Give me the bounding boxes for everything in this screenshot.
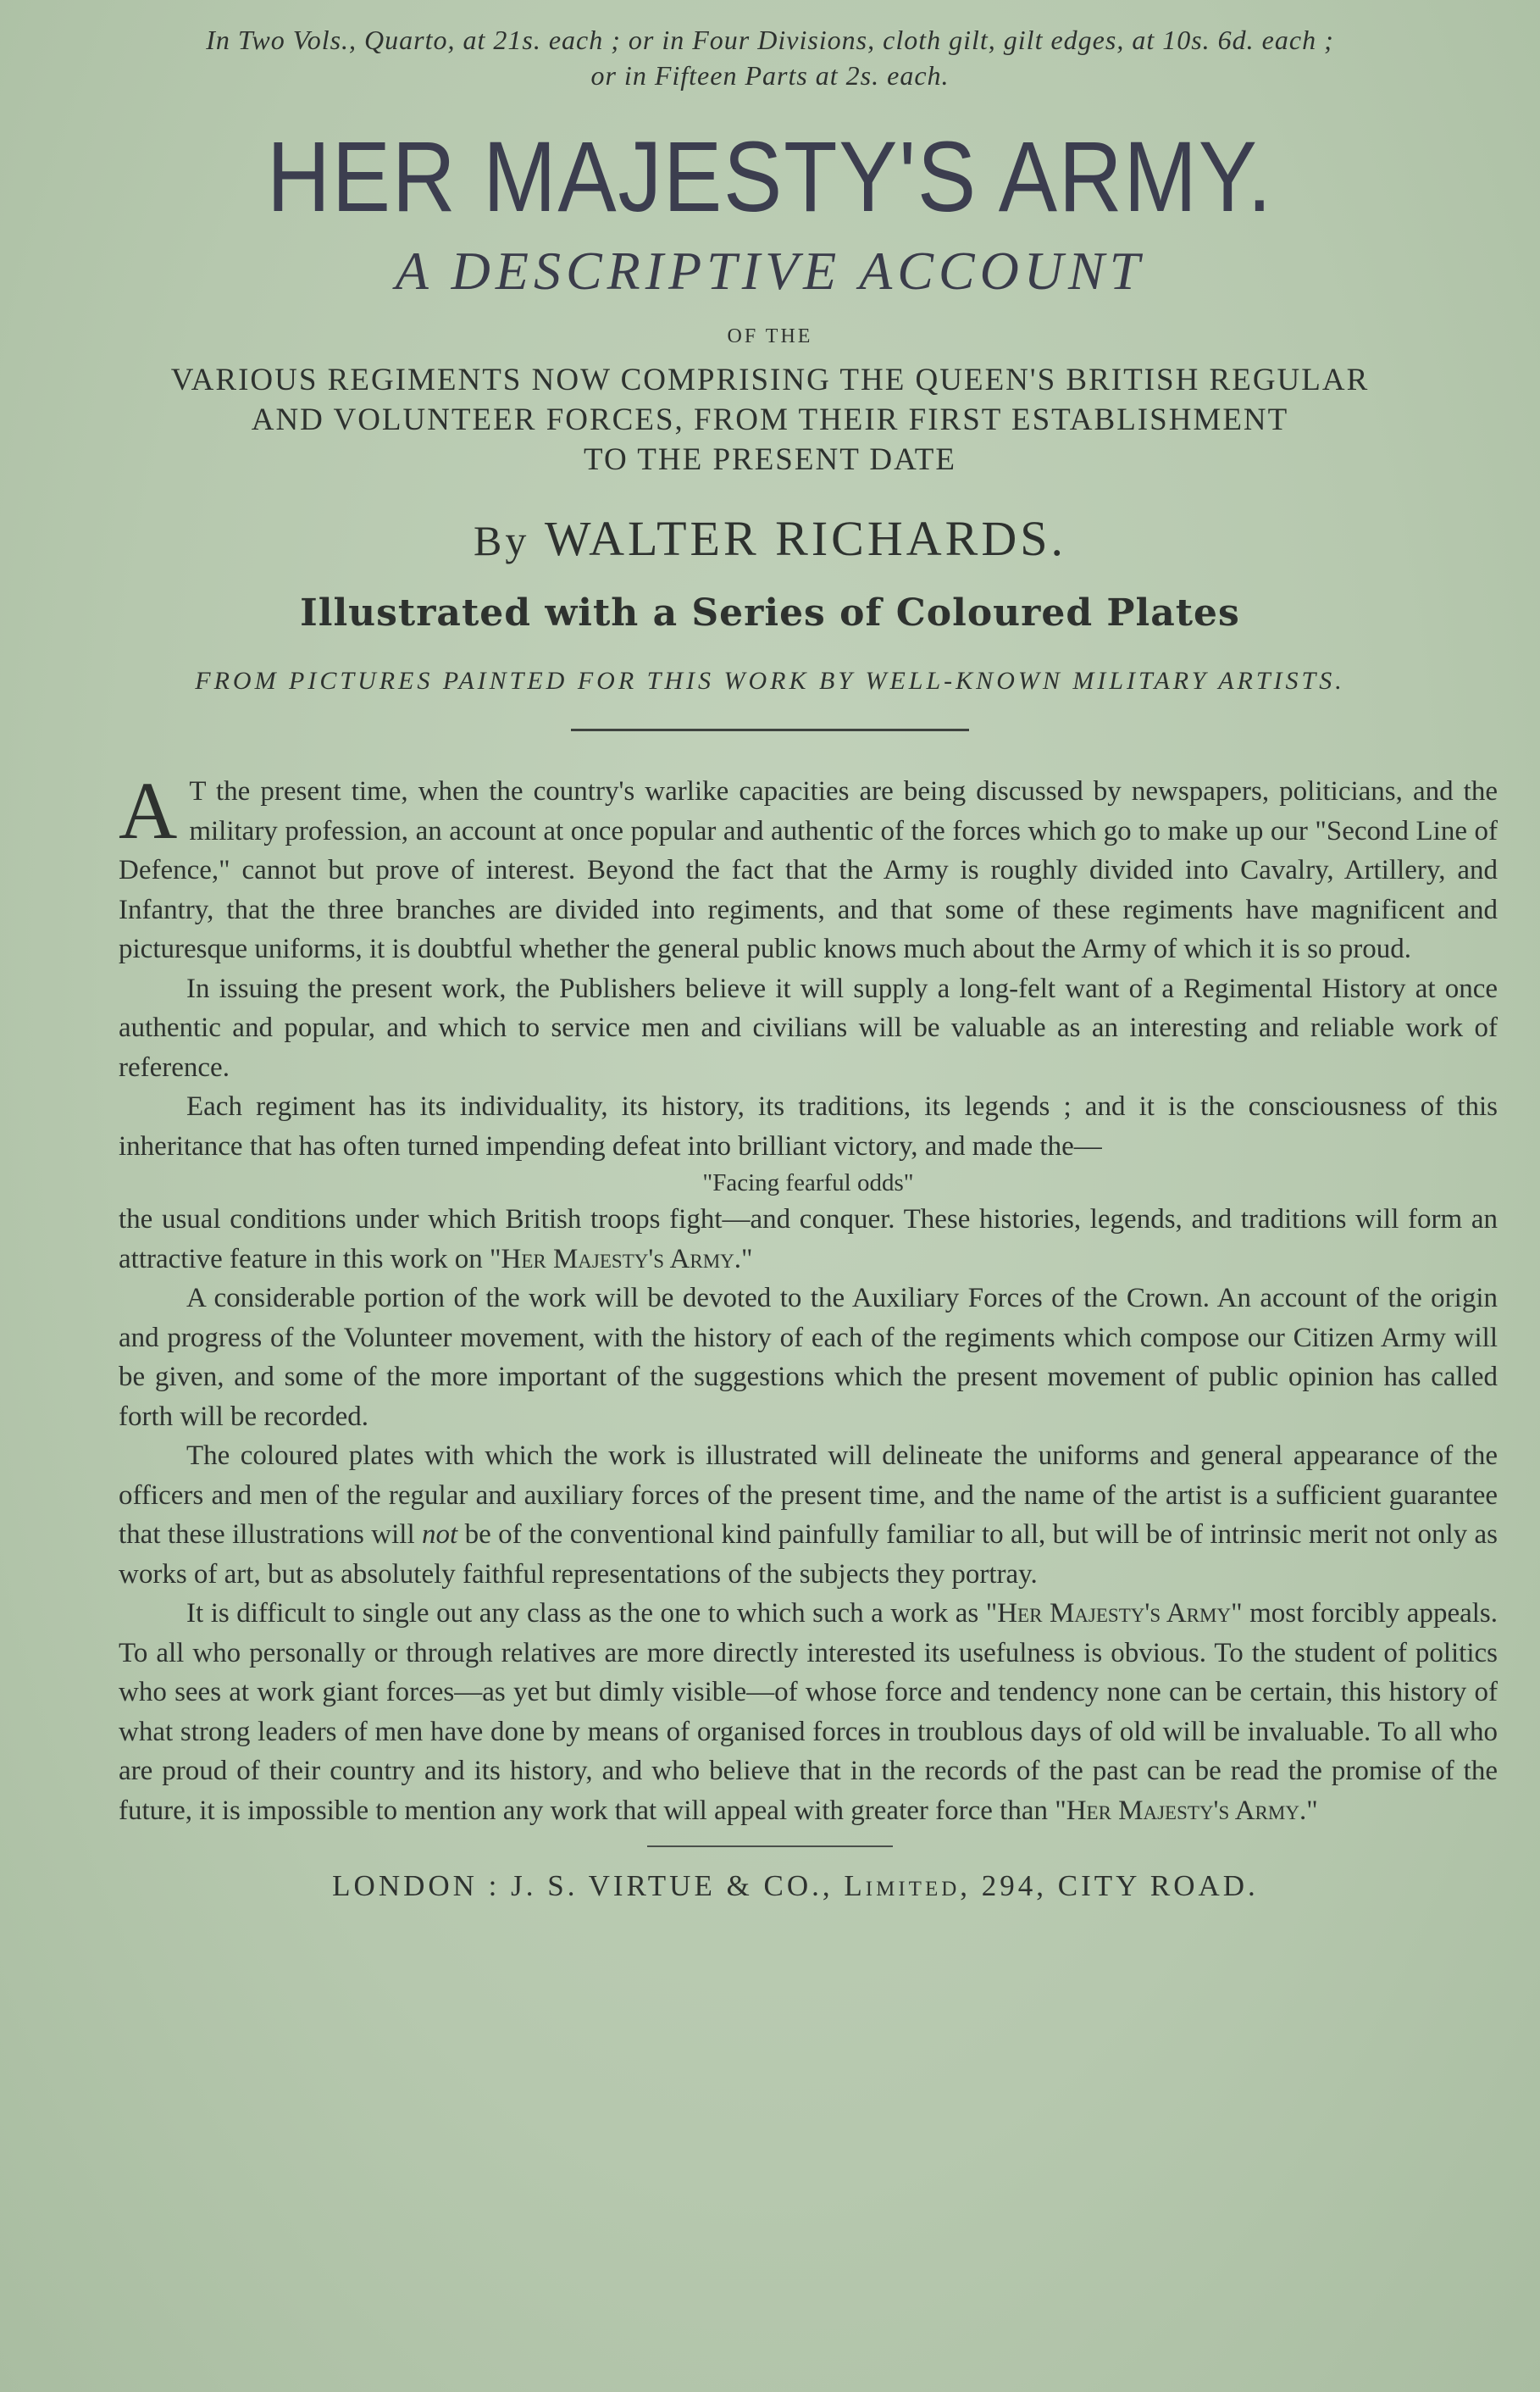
body-text xyxy=(119,765,1498,1830)
imprint-part-a: LONDON : J. S. VIRTUE & CO., xyxy=(332,1869,845,1902)
divider-rule xyxy=(571,729,969,731)
paragraph-2: In issuing the present work, the Publishers believe it will supply a long-felt want of a Regimental History at once authentic and popular, and which to service men and civilians will be valuable as an interesting and reliable work of reference. xyxy=(119,973,1498,1083)
description-line-1: VARIOUS REGIMENTS NOW COMPRISING THE QUEEN'S BRITISH REGULAR xyxy=(170,363,1370,397)
paragraph-1 xyxy=(119,765,1498,969)
illustrated-heading: Illustrated with a Series of Coloured Plates xyxy=(300,591,1240,635)
quotation: "Facing fearful odds" xyxy=(702,1169,914,1196)
paragraph-7 xyxy=(119,1594,1498,1830)
drop-cap: A xyxy=(119,765,178,856)
author-line xyxy=(34,510,1506,569)
author-by: By xyxy=(474,517,530,564)
subtitle: A DESCRIPTIVE ACCOUNT xyxy=(395,241,1145,301)
description-line-3: TO THE PRESENT DATE xyxy=(584,442,956,477)
paragraph-7-text-a: It is difficult to single out any class as the one to which such a work as " xyxy=(186,1598,998,1629)
paragraph-6-text-b: be of the conventional kind painfully familiar to all, but will be of intrinsic merit not only as works of art, but as absolutely faithful representations of the subjects they portray. xyxy=(119,1519,1498,1590)
from-pictures-line: FROM PICTURES PAINTED FOR THIS WORK BY WELL-KNOWN MILITARY ARTISTS. xyxy=(195,667,1345,695)
paragraph-6-text-a: The coloured plates with which the work is illustrated will delineate the uniforms and general appearance of the officers and men of the regular and auxiliary forces of the present time, and the name of the artist is a sufficient guarantee that these illustrations will xyxy=(119,1440,1498,1550)
price-terms xyxy=(34,22,1506,93)
description-line-2: AND VOLUNTEER FORCES, FROM THEIR FIRST ESTABLISHMENT xyxy=(251,402,1289,437)
paragraph-4 xyxy=(119,1200,1498,1279)
price-terms-line-1: In Two Vols., Quarto, at 21s. each ; or in Four Divisions, cloth gilt, gilt edges, at 10s. 6d. each ; xyxy=(206,25,1334,55)
footer-rule xyxy=(647,1845,893,1847)
paragraph-7-title-ref-2: Her Majesty's Army xyxy=(1066,1795,1299,1826)
paragraph-4-title-ref: Her Majesty's Army xyxy=(501,1243,734,1274)
author-name: WALTER RICHARDS. xyxy=(544,511,1066,566)
paragraph-6-emphasis: not xyxy=(422,1519,458,1550)
paragraph-1-text: T the present time, when the country's warlike capacities are being discussed by newspapers, politicians, and the military profession, an account at once popular and authentic of the forces which go to make up our "Second Line of Defence," cannot but prove of interest. Beyond the fact that the Army is roughly divided into Cavalry, Artillery, and Infantry, that the three branches are divided into regiments, and that some of these regiments have magnificent and picturesque uniforms, it is doubtful whether the general public knows much about the Army of which it is so proud. xyxy=(119,776,1498,964)
page-title: HER MAJESTY'S ARMY. xyxy=(266,121,1274,233)
publisher-imprint xyxy=(85,1869,1506,1903)
paragraph-6 xyxy=(119,1436,1498,1594)
paragraph-7-text-b: " most forcibly appeals. To all who personally or through relatives are more directly interested its usefulness is obvious. To the student of politics who sees at work giant forces—as yet but dimly visible—of whose force and tendency none can be certain, this history of what strong leaders of men have done by means of organised forces in troublous days of old will be invaluable. To all who are proud of their country and its history, and who believe that in the records of the past can be read the promise of the future, it is impossible to mention any work that will appeal with greater force than " xyxy=(119,1598,1498,1826)
paragraph-5: A considerable portion of the work will be devoted to the Auxiliary Forces of the Crown. An account of the origin and progress of the Volunteer movement, with the history of each of the regiments which compose our Citizen Army will be given, and some of the more important of the suggestions which the present movement of public opinion has called forth will be recorded. xyxy=(119,1283,1498,1432)
imprint-limited: Limited xyxy=(844,1869,961,1902)
imprint-part-b: , 294, CITY ROAD. xyxy=(960,1869,1259,1902)
paragraph-4-end: ." xyxy=(734,1243,753,1274)
of-the-label: OF THE xyxy=(727,325,813,347)
description xyxy=(102,360,1438,480)
price-terms-line-2: or in Fifteen Parts at 2s. each. xyxy=(590,60,950,91)
paragraph-7-end: ." xyxy=(1299,1795,1318,1826)
paragraph-7-title-ref-1: Her Majesty's Army xyxy=(997,1598,1232,1629)
paragraph-4-text: the usual conditions under which British troops fight—and conquer. These histories, legends, and traditions will form an attractive feature in this work on " xyxy=(119,1204,1498,1274)
paragraph-3: Each regiment has its individuality, its history, its traditions, its legends ; and it is the consciousness of this inheritance that has often turned impending defeat into brilliant victory, and made the— xyxy=(119,1091,1498,1162)
